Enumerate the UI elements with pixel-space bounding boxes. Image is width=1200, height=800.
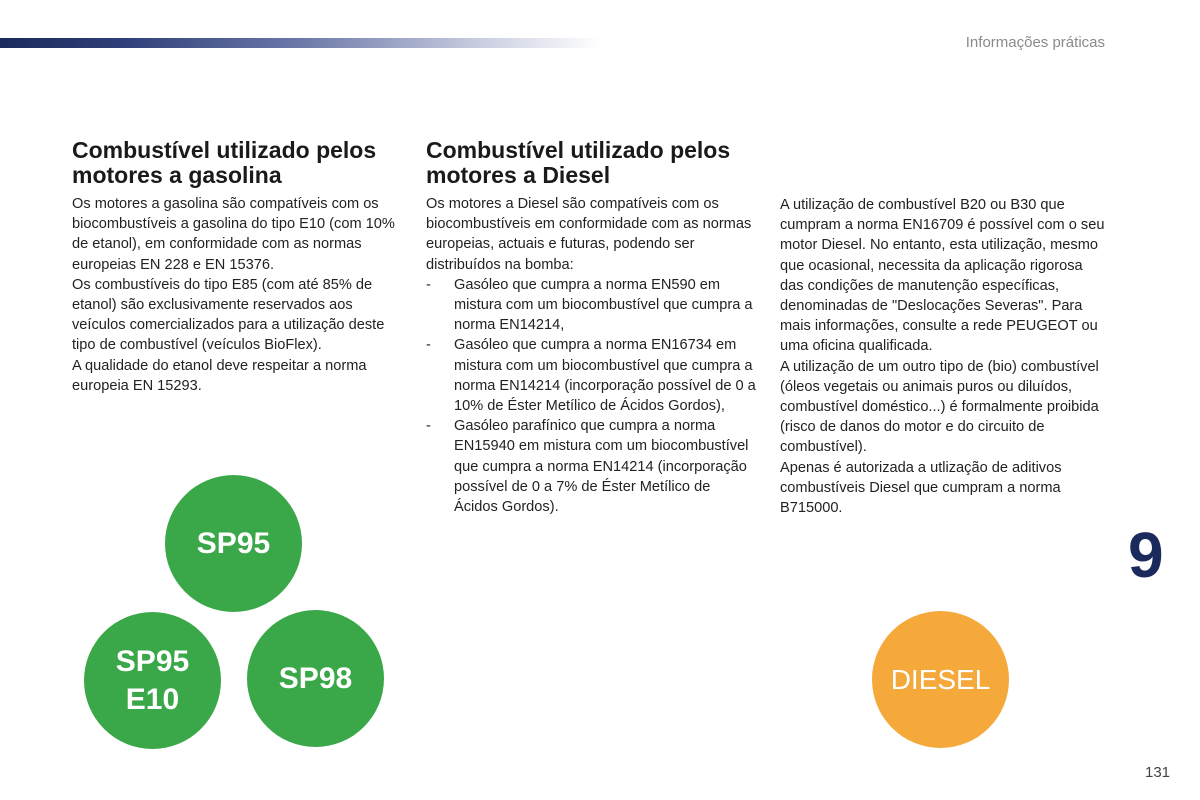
list-item: - Gasóleo que cumpra a norma EN590 em mistura com um biocombustível que cumpra a norma EN14214, [426, 276, 753, 334]
diesel-notes-column [780, 195, 1110, 518]
gasoline-heading: Combustível utilizado pelos motores a gasolina [72, 137, 377, 188]
diesel-note-paragraph: A utilização de um outro tipo de (bio) combustível (óleos vegetais ou animais puros ou diluídos, combustível doméstico...) é formalmente proibida (risco de danos do motor e do circuito de combustível). [780, 358, 1099, 456]
gasoline-paragraph: Os combustíveis do tipo E85 (com até 85% de etanol) são exclusivamente reservados aos veículos comercializados para a utilização deste tipo de combustível (veículos BioFlex). [72, 276, 385, 354]
chapter-number: 9 [1128, 519, 1164, 591]
list-item: - Gasóleo que cumpra a norma EN16734 em mistura com um biocombustível que cumpra a norma EN14214 (incorporação possível de 0 a 10% de Éster Metílico de Ácidos Gordos), [426, 337, 756, 415]
diesel-badge: DIESEL [872, 611, 1009, 748]
diesel-list [426, 275, 756, 517]
diesel-column [426, 138, 756, 517]
sp95-badge: SP95 [165, 475, 302, 612]
diesel-note-paragraph: Apenas é autorizada a utlização de aditivos combustíveis Diesel que cumpram a norma B715000. [780, 459, 1062, 517]
gasoline-paragraph: A qualidade do etanol deve respeitar a norma europeia EN 15293. [72, 357, 367, 394]
diesel-heading: Combustível utilizado pelos motores a Diesel [426, 137, 731, 188]
gasoline-paragraph: Os motores a gasolina são compatíveis com os biocombustíveis a gasolina do tipo E10 (com 10% de etanol), em conformidade com as normas europeias EN 228 e EN 15376. [72, 196, 395, 273]
sp98-badge: SP98 [247, 610, 384, 747]
section-title: Informações práticas [965, 34, 1105, 51]
diesel-intro: Os motores a Diesel são compatíveis com os biocombustíveis em conformidade com as normas europeias, actuais e futuras, podendo ser distribuídos na bomba: [426, 196, 752, 273]
gasoline-column [72, 138, 402, 396]
list-item: - Gasóleo parafínico que cumpra a norma EN15940 em mistura com um biocombustível que cumpra a norma EN14214 (incorporação possível de 0 a 7% de Éster Metílico de Ácidos Gordos). [426, 418, 749, 516]
page-number: 131 [1145, 764, 1171, 781]
header-gradient-bar [0, 38, 600, 48]
diesel-note-paragraph: A utilização de combustível B20 ou B30 que cumpram a norma EN16709 é possível com o seu motor Diesel. No entanto, esta utilização, mesmo que ocasional, necessita da aplicação rigorosa das condições de manutenção específicas, denominadas de "Deslocações Severas". Para mais informações, consulte a rede PEUGEOT ou uma oficina qualificada. [780, 197, 1105, 355]
sp95-e10-badge: SP95 E10 [84, 612, 221, 749]
